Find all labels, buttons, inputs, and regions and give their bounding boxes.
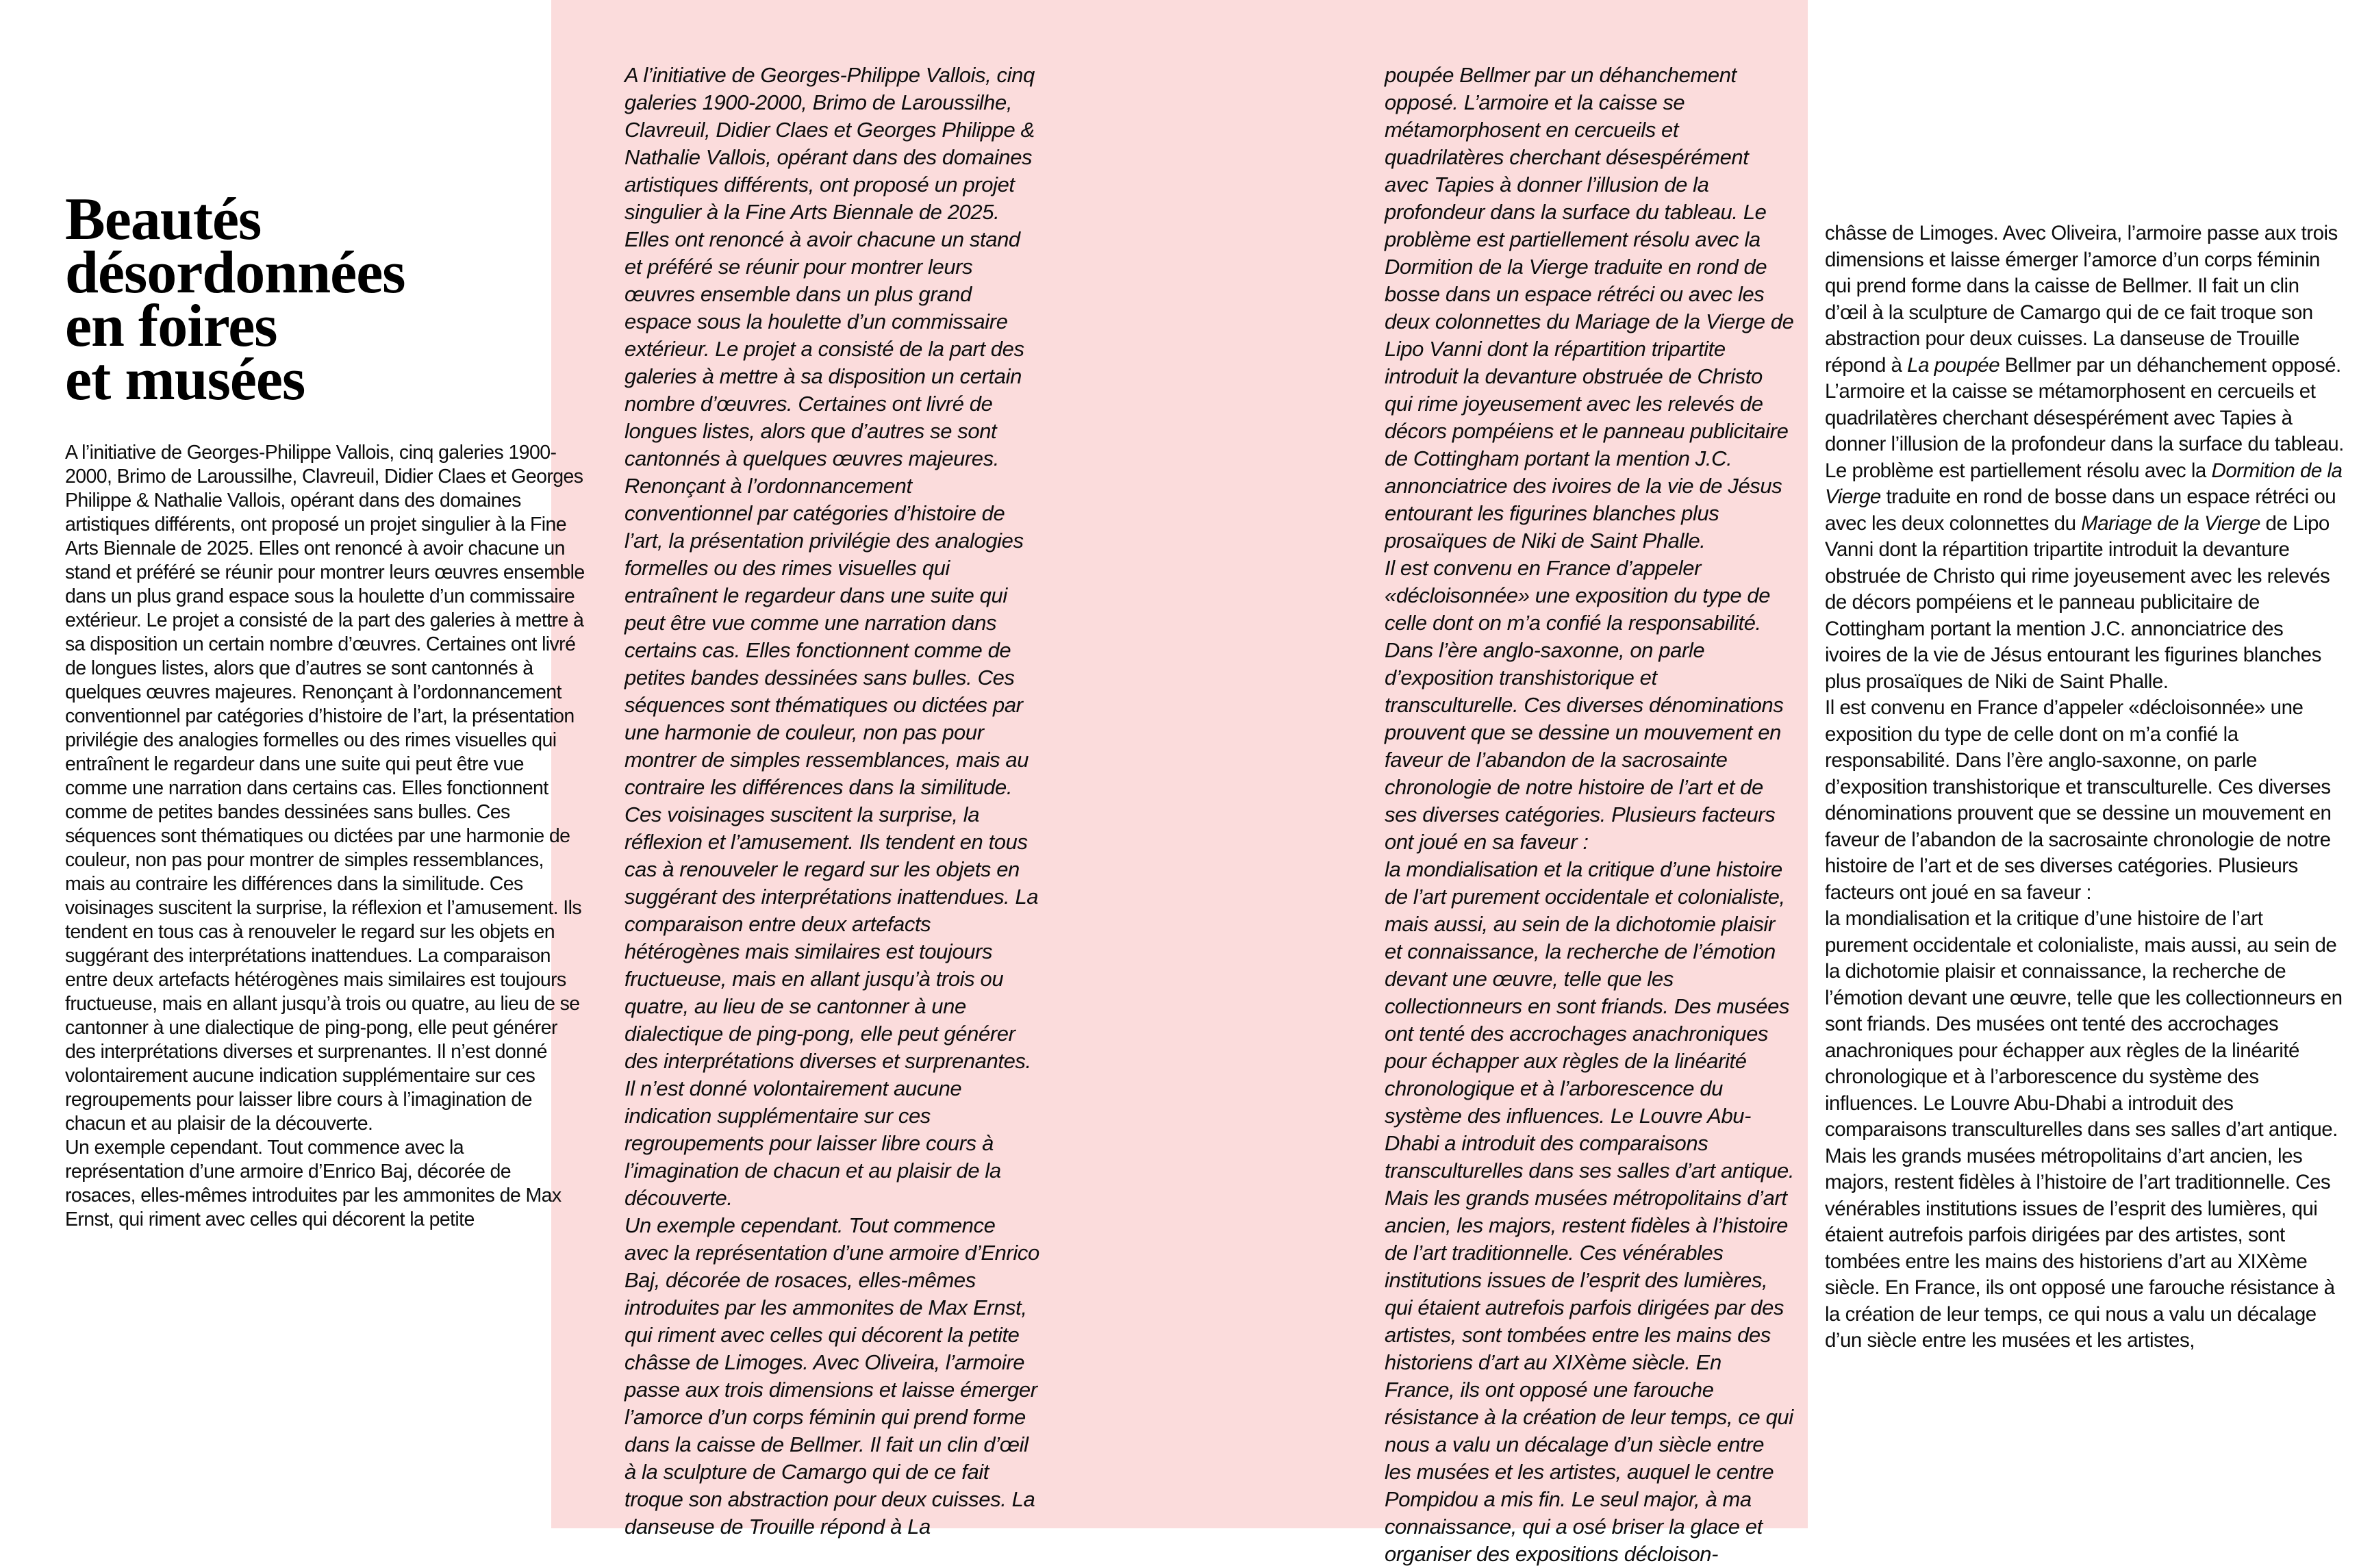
page-title-line: en foires	[65, 293, 277, 359]
paragraph: la mondialisation et la critique d’une histoire de l’art purement occidentale et colonialiste, mais aussi, au sein de la dichotomie plaisir et connaissance, la recherche de l’émotion devant une œuvre, telle que les collectionneurs en sont friands. Des musées ont tenté des accrochages anachroniques pour échapper aux règles de la linéarité chronologique et à l’arborescence du système des influences. Le Louvre Abu-Dhabi a introduit des comparaisons transculturelles dans ses salles d’art antique. Mais les grands musées métropolitains d’art ancien, les majors, restent fidèles à l’histoire de l’art traditionnelle. Ces vénérables institutions issues de l’esprit des lumières, qui étaient autrefois parfois dirigées par des artistes, sont tombées entre les mains des historiens d’art au XIXème siècle. En France, ils ont opposé une farouche résistance à la création de leur temps, ce qui nous a valu un décalage d’un siècle entre les musées et les artistes,	[1825, 907, 2343, 1352]
paragraph: poupée Bellmer par un déhanchement opposé. L’armoire et la caisse se métamorphosent en cercueils et quadrilatères cherchant désespérément avec Tapies à donner l’illusion de la profondeur dans la surface du tableau. Le problème est partiellement résolu avec la Dormition de la Vierge traduite en rond de bosse dans un espace rétréci ou avec les deux colonnettes du Mariage de la Vierge de Lipo Vanni dont la répartition tripartite introduit la devanture obstruée de Christo qui rime joyeusement avec les relevés de décors pompéiens et le panneau publicitaire de Cottingham portant la mention J.C. annonciatrice des ivoires de la vie de Jésus entourant les figurines blanches plus prosaïques de Niki de Saint Phalle.	[1385, 63, 1794, 553]
paragraph: A l’initiative de Georges-Philippe Vallois, cinq galeries 1900-2000, Brimo de Laroussilhe, Clavreuil, Didier Claes et Georges Philippe & Nathalie Vallois, opérant dans des domaines artistiques différents, ont proposé un projet singulier à la Fine Arts Biennale de 2025. Elles ont renoncé à avoir chacune un stand et préféré se réunir pour montrer leurs œuvres ensemble dans un plus grand espace sous la houlette d’un commissaire extérieur. Le projet a consisté de la part des galeries à mettre à sa disposition un certain nombre d’œuvres. Certaines ont livré de longues listes, alors que d’autres se sont cantonnés à quelques œuvres majeures. Renonçant à l’ordonnancement conventionnel par catégories d’histoire de l’art, la présentation privilégie des analogies formelles ou des rimes visuelles qui entraînent le regardeur dans une suite qui peut être vue comme une narration dans certains cas. Elles fonctionnent comme de petites bandes dessinées sans bulles. Ces séquences sont thématiques ou dictées par une harmonie de couleur, non pas pour montrer de simples ressemblances, mais au contraire les différences dans la similitude. Ces voisinages suscitent la surprise, la réflexion et l’amusement. Ils tendent en tous cas à renouveler le regard sur les objets en suggérant des interprétations inattendues. La comparaison entre deux artefacts hétérogènes mais similaires est toujours fructueuse, mais en allant jusqu’à trois ou quatre, au lieu de se cantonner à une dialectique de ping-pong, elle peut générer des interprétations diverses et surprenantes. Il n’est donné volontairement aucune indication supplémentaire sur ces regroupements pour laisser libre cours à l’imagination de chacun et au plaisir de la découverte.	[65, 442, 585, 1135]
paragraph: Un exemple cependant. Tout commence avec la représentation d’une armoire d’Enrico Baj, décorée de rosaces, elles-mêmes introduites par les ammonites de Max Ernst, qui riment avec celles qui décorent la petite châsse de Limoges. Avec Oliveira, l’armoire passe aux trois dimensions et laisse émerger l’amorce d’un corps féminin qui prend forme dans la caisse de Bellmer. Il fait un clin d’œil à la sculpture de Camargo qui de ce fait troque son abstraction pour deux cuisses. La danseuse de Trouille répond à La	[624, 1213, 1039, 1539]
article-text-column-1	[65, 441, 585, 1232]
article-text-column-2-italic	[624, 62, 1039, 1541]
paragraph: Il est convenu en France d’appeler «décloisonnée» une exposition du type de celle dont on m’a confié la responsabilité. Dans l’ère anglo-saxonne, on parle d’exposition transhistorique et transculturelle. Ces diverses dénominations prouvent que se dessine un mouvement en faveur de l’abandon de la sacrosainte chronologie de notre histoire de l’art et de ses diverses catégories. Plusieurs facteurs ont joué en sa faveur :	[1385, 556, 1784, 854]
italic-artwork-title: Dormition de la Vierge	[1825, 459, 2343, 508]
italic-artwork-title: La poupée	[1907, 353, 2000, 377]
paragraph: A l’initiative de Georges-Philippe Vallois, cinq galeries 1900-2000, Brimo de Laroussilhe, Clavreuil, Didier Claes et Georges Philippe & Nathalie Vallois, opérant dans des domaines artistiques différents, ont proposé un projet singulier à la Fine Arts Biennale de 2025. Elles ont renoncé à avoir chacune un stand et préféré se réunir pour montrer leurs œuvres ensemble dans un plus grand espace sous la houlette d’un commissaire extérieur. Le projet a consisté de la part des galeries à mettre à sa disposition un certain nombre d’œuvres. Certaines ont livré de longues listes, alors que d’autres se sont cantonnés à quelques œuvres majeures. Renonçant à l’ordonnancement conventionnel par catégories d’histoire de l’art, la présentation privilégie des analogies formelles ou des rimes visuelles qui entraînent le regardeur dans une suite qui peut être vue comme une narration dans certains cas. Elles fonctionnent comme de petites bandes dessinées sans bulles. Ces séquences sont thématiques ou dictées par une harmonie de couleur, non pas pour montrer de simples ressemblances, mais au contraire les différences dans la similitude. Ces voisinages suscitent la surprise, la réflexion et l’amusement. Ils tendent en tous cas à renouveler le regard sur les objets en suggérant des interprétations inattendues. La comparaison entre deux artefacts hétérogènes mais similaires est toujours fructueuse, mais en allant jusqu’à trois ou quatre, au lieu de se cantonner à une dialectique de ping-pong, elle peut générer des interprétations diverses et surprenantes. Il n’est donné volontairement aucune indication supplémentaire sur ces regroupements pour laisser libre cours à l’imagination de chacun et au plaisir de la découverte.	[624, 63, 1039, 1210]
page-title-line: désordonnées	[65, 240, 405, 306]
paragraph: châsse de Limoges. Avec Oliveira, l’armoire passe aux trois dimensions et laisse émerger l’amorce d’un corps féminin qui prend forme dans la caisse de Bellmer. Il fait un clin d’œil à la sculpture de Camargo qui de ce fait troque son abstraction pour deux cuisses. La danseuse de Trouille répond à La poupée Bellmer par un déhanchement opposé. L’armoire et la caisse se métamorphosent en cercueils et quadrilatères cherchant désespérément avec Tapies à donner l’illusion de la profondeur dans la surface du tableau. Le problème est partiellement résolu avec la Dormition de la Vierge traduite en rond de bosse dans un espace rétréci ou avec les deux colonnettes du Mariage de la Vierge de Lipo Vanni dont la répartition tripartite introduit la devanture obstruée de Christo qui rime joyeusement avec les relevés de décors pompéiens et le panneau publicitaire de Cottingham portant la mention J.C. annonciatrice des ivoires de la vie de Jésus entourant les figurines blanches plus prosaïques de Niki de Saint Phalle.	[1825, 222, 2344, 693]
paragraph: Il est convenu en France d’appeler «décloisonnée» une exposition du type de celle dont on m’a confié la responsabilité. Dans l’ère anglo-saxonne, on parle d’exposition transhistorique et transculturelle. Ces diverses dénominations prouvent que se dessine un mouvement en faveur de l’abandon de la sacrosainte chronologie de notre histoire de l’art et de ses diverses catégories. Plusieurs facteurs ont joué en sa faveur :	[1825, 696, 2332, 904]
page-title-line: Beautés	[65, 186, 262, 253]
italic-artwork-title: Mariage de la Vierge	[2081, 511, 2260, 535]
paragraph: Un exemple cependant. Tout commence avec la représentation d’une armoire d’Enrico Baj, décorée de rosaces, elles-mêmes introduites par les ammonites de Max Ernst, qui riment avec celles qui décorent la petite	[65, 1137, 562, 1230]
paragraph: la mondialisation et la critique d’une histoire de l’art purement occidentale et colonialiste, mais aussi, au sein de la dichotomie plaisir et connaissance, la recherche de l’émotion devant une œuvre, telle que les collectionneurs en sont friands. Des musées ont tenté des accrochages anachroniques pour échapper aux règles de la linéarité chronologique et à l’arborescence du système des influences. Le Louvre Abu-Dhabi a introduit des comparaisons transculturelles dans ses salles d’art antique. Mais les grands musées métropolitains d’art ancien, les majors, restent fidèles à l’histoire de l’art traditionnelle. Ces vénérables institutions issues de l’esprit des lumières, qui étaient autrefois parfois dirigées par des artistes, sont tombées entre les mains des historiens d’art au XIXème siècle. En France, ils ont opposé une farouche résistance à la création de leur temps, ce qui nous a valu un décalage d’un siècle entre les musées et les artistes, auquel le centre Pompidou a mis fin. Le seul major, à ma connaissance, qui a osé briser la glace et organiser des expositions décloison-	[1385, 857, 1795, 1566]
article-text-column-4	[1825, 220, 2344, 1354]
page-title	[65, 186, 585, 413]
page-title-line: et musées	[65, 346, 305, 413]
article-text-column-3-italic	[1385, 62, 1795, 1568]
column-left	[65, 186, 585, 1232]
